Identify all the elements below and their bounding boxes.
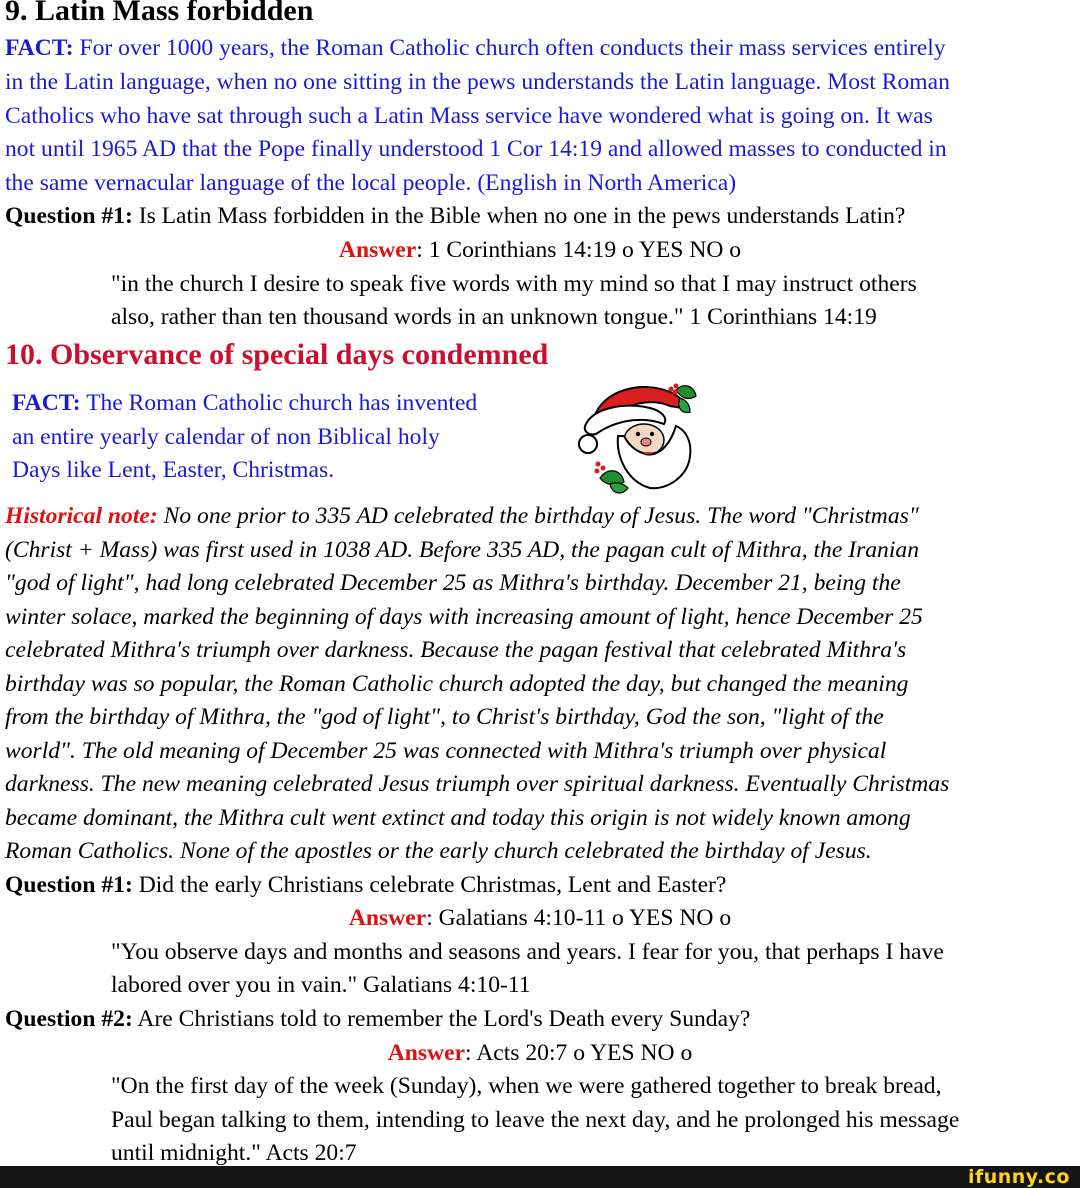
- section-9-quote-line-1: "in the church I desire to speak five words with my mind so that I may instruct others: [111, 271, 917, 297]
- section-9-fact-line-5: the same vernacular language of the local people. (English in North America): [5, 170, 737, 196]
- historical-note-line-4: winter solace, marked the beginning of days with increasing amount of light, hence December 25: [5, 604, 923, 630]
- section-10-quote-2-line-3: until midnight." Acts 20:7: [111, 1140, 357, 1166]
- historical-note-line-10: became dominant, the Mithra cult went extinct and today this origin is not widely known among: [5, 805, 911, 831]
- santa-icon: [572, 378, 702, 496]
- historical-note-line-8: world". The old meaning of December 25 was connected with Mithra's triumph over physical: [5, 738, 887, 764]
- section-10-fact-line-1: [12, 387, 477, 421]
- fact-text: For over 1000 years, the Roman Catholic church often conducts their mass services entirely: [73, 35, 946, 61]
- footer-bar: [0, 1166, 1080, 1188]
- section-10-title: 10. Observance of special days condemned: [5, 338, 549, 371]
- answer-text: : Galatians 4:10-11 o YES NO o: [426, 905, 732, 931]
- question-text: Did the early Christians celebrate Christmas, Lent and Easter?: [132, 872, 727, 898]
- historical-note-line-2: (Christ + Mass) was first used in 1038 AD. Before 335 AD, the pagan cult of Mithra, the Iranian: [5, 537, 919, 563]
- historical-note-line-7: from the birthday of Mithra, the "god of light", to Christ's birthday, God the son, "light of the: [5, 704, 884, 730]
- question-label: Question #1:: [5, 872, 133, 898]
- section-9-question-1: [5, 200, 905, 234]
- section-9-fact-line-1: [5, 32, 946, 66]
- section-10-quote-1-line-1: "You observe days and months and seasons and years. I fear for you, that perhaps I have: [111, 939, 944, 965]
- section-9-answer: [0, 234, 1080, 268]
- fact-label: FACT:: [12, 390, 81, 416]
- section-9-fact-line-4: not until 1965 AD that the Pope finally understood 1 Cor 14:19 and allowed masses to conducted in: [5, 136, 947, 162]
- section-9-fact-line-2: in the Latin language, when no one sitting in the pews understands the Latin language. Most Roman: [5, 69, 950, 95]
- historical-note-line-1: [5, 500, 919, 534]
- historical-note-line-5: celebrated Mithra's triumph over darkness. Because the pagan festival that celebrated Mithra's: [5, 637, 907, 663]
- answer-label: Answer: [387, 1040, 466, 1066]
- section-10-answer-1: [0, 902, 1080, 936]
- ifunny-logo[interactable]: ifunny.co: [967, 1166, 1070, 1188]
- historical-note-line-9: darkness. The new meaning celebrated Jesus triumph over spiritual darkness. Eventually Christmas: [5, 771, 950, 797]
- section-10-fact-line-3: Days like Lent, Easter, Christmas.: [12, 457, 335, 483]
- historical-note-line-3: "god of light", had long celebrated December 25 as Mithra's birthday. December 21, being the: [5, 570, 901, 596]
- fact-text: The Roman Catholic church has invented: [80, 390, 478, 416]
- answer-text: : 1 Corinthians 14:19 o YES NO o: [416, 237, 742, 263]
- question-text: Is Latin Mass forbidden in the Bible when no one in the pews understands Latin?: [132, 203, 906, 229]
- section-9-quote-line-2: also, rather than ten thousand words in an unknown tongue." 1 Corinthians 14:19: [111, 304, 877, 330]
- answer-label: Answer: [348, 905, 427, 931]
- historical-note-text: No one prior to 335 AD celebrated the birthday of Jesus. The word "Christmas": [157, 503, 919, 529]
- section-10-question-1: [5, 869, 726, 903]
- section-10-quote-2-line-1: "On the first day of the week (Sunday), when we were gathered together to break bread,: [111, 1073, 942, 1099]
- section-10-quote-2-line-2: Paul began talking to them, intending to leave the next day, and he prolonged his message: [111, 1107, 960, 1133]
- section-10-quote-1-line-2: labored over you in vain." Galatians 4:10-11: [111, 972, 531, 998]
- fact-label: FACT:: [5, 35, 74, 61]
- question-label: Question #2:: [5, 1006, 133, 1032]
- answer-text: : Acts 20:7 o YES NO o: [465, 1040, 693, 1066]
- section-10-answer-2: [0, 1037, 1080, 1071]
- historical-note-label: Historical note:: [5, 503, 158, 529]
- section-10-question-2: [5, 1003, 750, 1037]
- section-9-title: 9. Latin Mass forbidden: [5, 0, 314, 27]
- question-text: Are Christians told to remember the Lord's Death every Sunday?: [132, 1006, 751, 1032]
- section-9-fact-line-3: Catholics who have sat through such a Latin Mass service have wondered what is going on. It was: [5, 103, 933, 129]
- section-10-fact-line-2: an entire yearly calendar of non Biblical holy: [12, 424, 440, 450]
- answer-label: Answer: [338, 237, 417, 263]
- historical-note-line-11: Roman Catholics. None of the apostles or the early church celebrated the birthday of Jesus.: [5, 838, 872, 864]
- question-label: Question #1:: [5, 203, 133, 229]
- historical-note-line-6: birthday was so popular, the Roman Catholic church adopted the day, but changed the meaning: [5, 671, 909, 697]
